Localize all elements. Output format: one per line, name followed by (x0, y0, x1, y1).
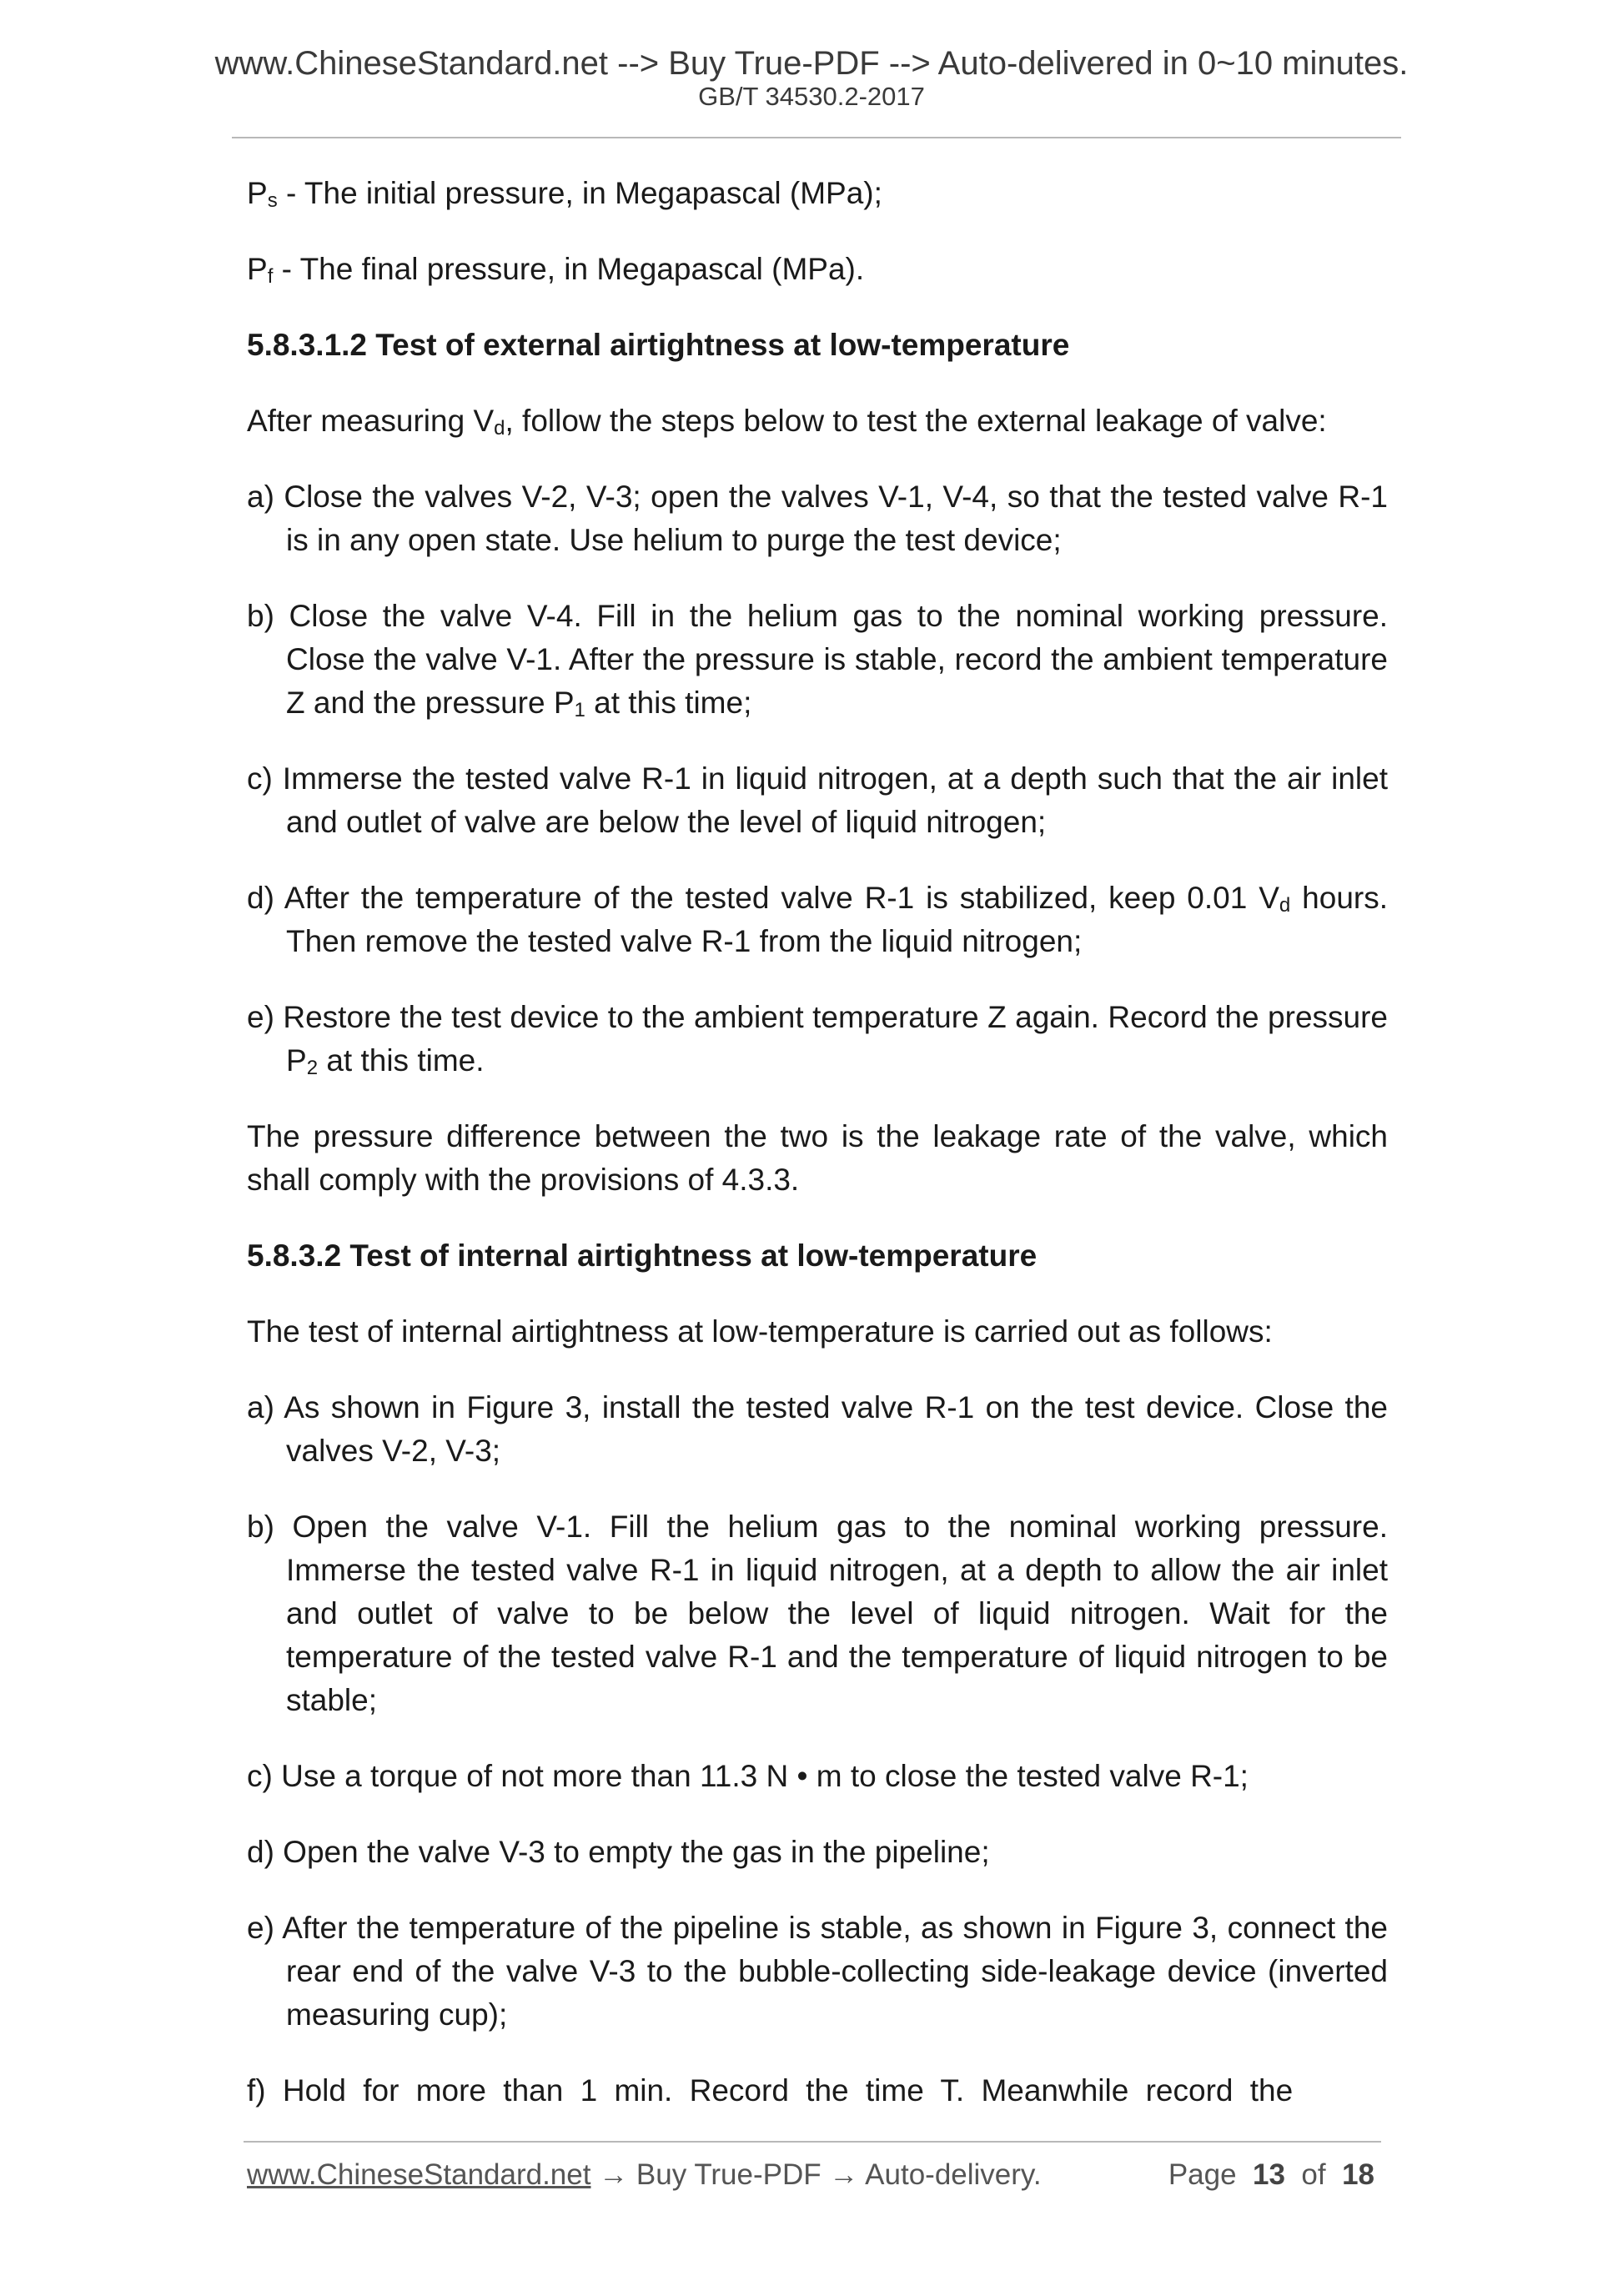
intro-subscript: d (494, 417, 505, 440)
of-label: of (1301, 2158, 1326, 2191)
variable-symbol: P (247, 176, 268, 210)
list-item-internal-f: f) Hold for more than 1 min. Record the time T. Meanwhile record the (247, 2073, 1294, 2108)
variable-definition-ps (247, 172, 1388, 215)
item-subscript: d (1279, 894, 1291, 917)
variable-subscript: f (267, 265, 274, 288)
list-item-internal-e: e) After the temperature of the pipeline is stable, as shown in Figure 3, connect the rear end of the valve V-3 to the bubble-collecting side-leakage device (inverted measuring cup); (247, 1911, 1388, 2032)
list-item-internal-a: a) As shown in Figure 3, install the tested valve R-1 on the test device. Close the valves V-2, V-3; (247, 1390, 1388, 1468)
footer-website-link[interactable]: www.ChineseStandard.net (247, 2158, 591, 2191)
list-item-external-b (247, 595, 1388, 725)
list-item-internal-c: c) Use a torque of not more than 11.3 N • m to close the tested valve R-1; (247, 1759, 1249, 1793)
header-banner: www.ChineseStandard.net --> Buy True-PDF --> Auto-delivered in 0~10 minutes. (214, 45, 1409, 82)
footer-tagline: → Buy True-PDF → Auto-delivery. (590, 2158, 1042, 2191)
header-divider (232, 137, 1401, 138)
list-item-internal-b: b) Open the valve V-1. Fill the helium gas to the nominal working pressure. Immerse the tested valve R-1 in liquid nitrogen, at a depth to allow the air inlet and outlet of valve to be below the level of liquid nitrogen. Wait for the temperature of the tested valve R-1 and the temperature of liquid nitrogen to be stable; (247, 1510, 1388, 1717)
page-footer (247, 2156, 1381, 2194)
item-subscript: 2 (306, 1057, 319, 1079)
section-intro-internal: The test of internal airtightness at low-temperature is carried out as follows: (247, 1314, 1273, 1349)
footer-divider (244, 2141, 1381, 2143)
total-pages: 18 (1342, 2158, 1374, 2191)
list-item-external-d (247, 877, 1388, 963)
variable-symbol: P (247, 252, 268, 286)
item-subscript: 1 (574, 699, 585, 721)
item-text: b) Close the valve V-4. Fill in the helium gas to the nominal working pressure. Close the valve V-1. After the pressure is stable, record the ambient temperature Z and the pressure P (247, 599, 1388, 720)
item-text: at this time. (318, 1043, 485, 1078)
list-item-external-e (247, 996, 1388, 1083)
variable-description: - The final pressure, in Megapascal (MPa). (273, 252, 865, 286)
footer-left (247, 2156, 1042, 2194)
list-item-internal-d: d) Open the valve V-3 to empty the gas in the pipeline; (247, 1835, 990, 1869)
standard-number: GB/T 34530.2-2017 (698, 82, 925, 111)
item-text: d) After the temperature of the tested valve R-1 is stabilized, keep 0.01 V (247, 881, 1279, 915)
page-label: Page (1168, 2158, 1237, 2191)
intro-text: After measuring V (247, 404, 495, 438)
current-page: 13 (1253, 2158, 1285, 2191)
item-text: hours. Then remove the tested valve R-1 from the liquid nitrogen; (286, 881, 1389, 958)
section-heading-internal-airtightness: 5.8.3.2 Test of internal airtightness at low-temperature (247, 1238, 1038, 1273)
page-number (1168, 2156, 1374, 2194)
section-heading-external-airtightness: 5.8.3.1.2 Test of external airtightness at low-temperature (247, 328, 1070, 362)
variable-definition-pf (247, 248, 1388, 291)
document-body (247, 172, 1388, 2113)
section-intro-external (247, 399, 1388, 443)
item-text: e) Restore the test device to the ambient temperature Z again. Record the pressure P (247, 1000, 1388, 1078)
section-conclusion-external: The pressure difference between the two is the leakage rate of the valve, which shall comply with the provisions of 4.3.3. (247, 1119, 1388, 1197)
item-text: at this time; (585, 686, 752, 720)
variable-description: - The initial pressure, in Megapascal (MPa); (277, 176, 882, 210)
list-item-external-a: a) Close the valves V-2, V-3; open the valves V-1, V-4, so that the tested valve R-1 is in any open state. Use helium to purge the test device; (247, 480, 1388, 557)
list-item-external-c: c) Immerse the tested valve R-1 in liquid nitrogen, at a depth such that the air inlet and outlet of valve are below the level of liquid nitrogen; (247, 761, 1388, 839)
intro-text: , follow the steps below to test the external leakage of valve: (505, 404, 1327, 438)
variable-subscript: s (267, 189, 278, 212)
